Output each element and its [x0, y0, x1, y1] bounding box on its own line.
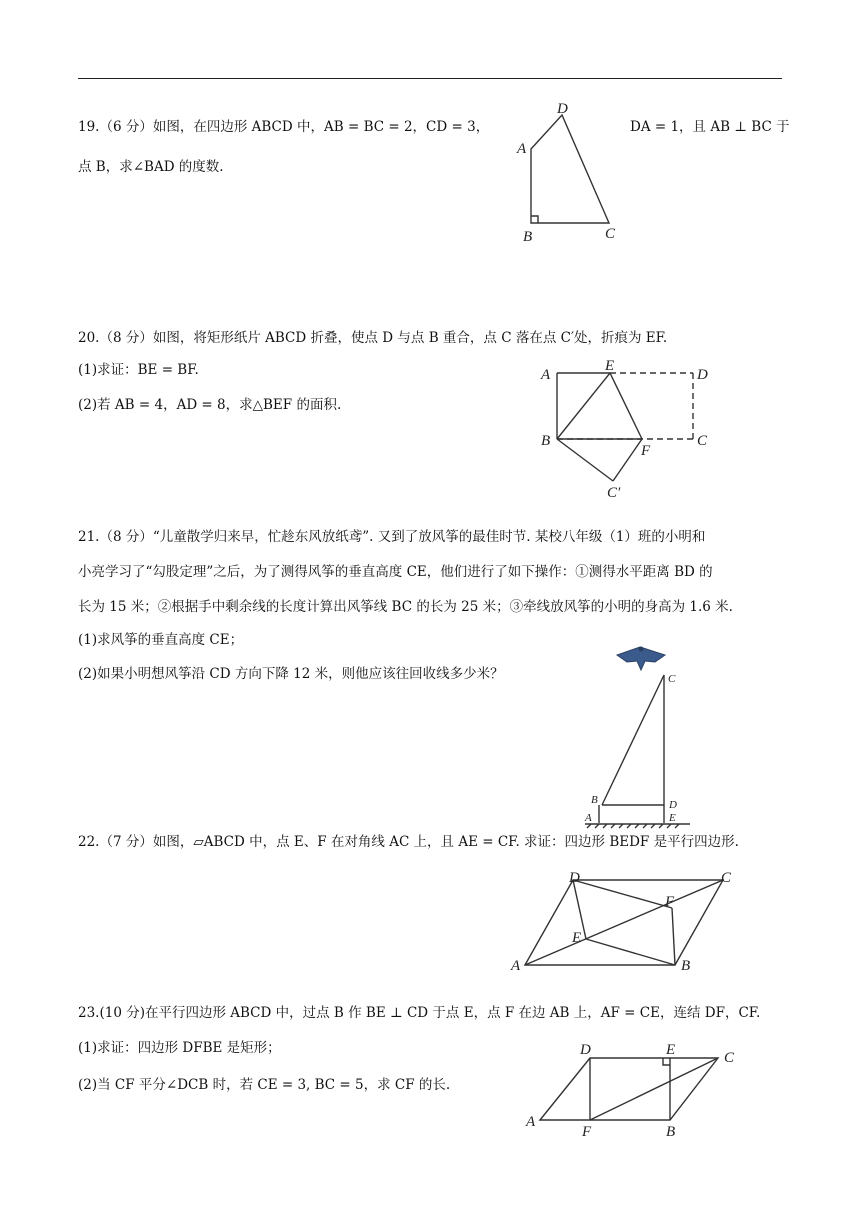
label-c: C: [724, 1050, 735, 1066]
q21-line2: 小亮学习了“勾股定理”之后，为了测得风筝的垂直高度 CE，他们进行了如下操作：①测得水平距离 BD 的: [78, 564, 713, 580]
label-f: F: [582, 1124, 592, 1140]
label-d: D: [697, 367, 708, 383]
label-c-prime: C′: [607, 485, 621, 501]
edge-fb: [672, 908, 675, 965]
q21-line4: (1)求风筝的垂直高度 CE；: [78, 632, 244, 648]
q20-line1: 20.（8 分）如图，将矩形纸片 ABCD 折叠，使点 D 与点 B 重合，点 C 落在点 C′处，折痕为 EF.: [78, 330, 668, 346]
q20-line3: (2)若 AB = 4，AD = 8，求△BEF 的面积.: [78, 397, 342, 413]
label-d: D: [580, 1042, 591, 1058]
kite-string-bc: [602, 675, 664, 805]
q21-line3: 长为 15 米；②根据手中剩余线的长度计算出风筝线 BC 的长为 25 米；③牵线放风筝的小明的身高为 1.6 米.: [78, 599, 733, 615]
q21-line5: (2)如果小明想风筝沿 CD 方向下降 12 米，则他应该往回收线多少米？: [78, 666, 504, 682]
label-a: A: [511, 958, 521, 974]
q23-line3: (2)当 CF 平分∠DCB 时，若 CE = 3, BC = 5，求 CF 的长.: [78, 1077, 451, 1093]
label-c: C: [668, 673, 676, 685]
label-d: D: [557, 101, 568, 117]
label-e: E: [605, 358, 615, 374]
q19-line1: 19.（6 分）如图，在四边形 ABCD 中，AB = BC = 2，CD = 3，: [78, 119, 490, 135]
label-c: C: [605, 226, 616, 242]
label-e: E: [572, 930, 582, 946]
label-a: A: [517, 141, 527, 157]
label-b: B: [666, 1124, 676, 1140]
label-f: F: [665, 894, 675, 910]
label-a: A: [541, 367, 551, 383]
edge-be: [557, 373, 610, 439]
q19-line1-tail: DA = 1，且 AB ⊥ BC 于: [630, 119, 790, 135]
label-d: D: [569, 870, 580, 886]
label-b: B: [591, 794, 598, 806]
q22-figure: [505, 868, 745, 978]
edge-eb: [586, 939, 675, 965]
label-b: B: [681, 958, 691, 974]
label-a: A: [526, 1114, 536, 1130]
label-e: E: [669, 812, 676, 824]
q19-line2: 点 B，求∠BAD 的度数.: [78, 159, 224, 175]
q19-figure: [505, 95, 630, 245]
edge-c-prime-f: [613, 439, 642, 481]
kite-eagle-icon: [617, 647, 665, 671]
q23-line1: 23.(10 分)在平行四边形 ABCD 中，过点 B 作 BE ⊥ CD 于点 E，点 F 在边 AB 上，AF = CE，连结 DF，CF.: [78, 1005, 761, 1021]
q20-line2: (1)求证：BE = BF.: [78, 362, 199, 378]
label-c: C: [697, 433, 708, 449]
q22-line1: 22.（7 分）如图，▱ABCD 中，点 E、F 在对角线 AC 上，且 AE = CF. 求证：四边形 BEDF 是平行四边形.: [78, 834, 739, 850]
label-d: D: [669, 799, 677, 811]
q20-figure: [535, 353, 720, 503]
right-angle-mark: [663, 1058, 670, 1065]
parallelogram-abcd: [540, 1058, 718, 1120]
label-c: C: [721, 870, 732, 886]
edge-ef: [610, 373, 642, 439]
q21-figure: [575, 635, 700, 830]
label-b: B: [541, 433, 551, 449]
label-a: A: [585, 812, 592, 824]
header-rule: [78, 78, 782, 79]
label-f: F: [641, 443, 651, 459]
quadrilateral-abcd: [531, 115, 609, 223]
q23-line2: (1)求证：四边形 DFBE 是矩形；: [78, 1040, 281, 1056]
label-e: E: [666, 1042, 676, 1058]
edge-df: [573, 880, 672, 908]
q23-figure: [520, 1040, 745, 1140]
diagonal-ac: [525, 880, 723, 965]
edge-bc-prime: [557, 439, 613, 481]
right-angle-mark: [531, 216, 538, 223]
q21-line1: 21.（8 分）“儿童散学归来早，忙趁东风放纸鸢”. 又到了放风筝的最佳时节. 某校八年级（1）班的小明和: [78, 529, 706, 545]
label-b: B: [523, 229, 533, 245]
segment-cf: [590, 1058, 718, 1120]
